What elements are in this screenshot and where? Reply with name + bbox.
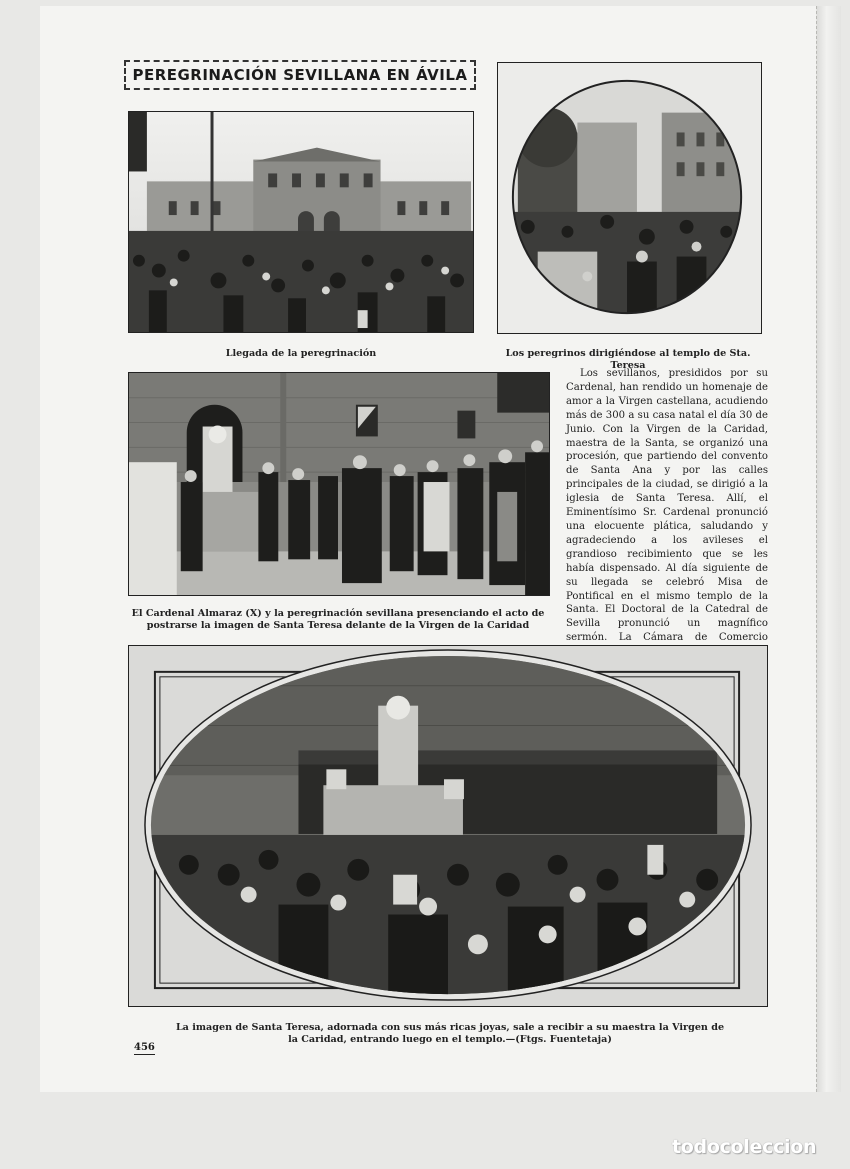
pilgrims-temple-photo xyxy=(497,62,762,334)
cardinal-photo xyxy=(128,372,550,596)
arrival-photo xyxy=(128,111,474,333)
santa-teresa-image-photo-caption: La imagen de Santa Teresa, adornada con sus más ricas joyas, sale a recibir a su maestra la Virgen de la Caridad, entrando luego en el templo.—(Ftgs. Fuentetaja) xyxy=(175,1022,725,1045)
article-paragraph: Los sevillanos, presididos por su Cardenal, han rendido un homenaje de amor a la Virgen castellana, acudiendo más de 300 a su casa natal el día 30 de Junio. Con la Virgen de la Caridad, maestra de la Santa, se organizó una procesión, que partiendo del convento de Santa Ana y por las calles principales de la ciudad, se dirigió a la iglesia de Santa Teresa. Allí, el Eminentísimo Sr. Cardenal pronunció una elocuente plática, saludando y agradeciendo a los avileses el grandioso recibimiento que se les había dispensado. Al día siguiente de su llegada se celebró Misa de Pontifical en el mismo templo de la Santa. El Doctoral de la Catedral de Sevilla pronunció un magnífico sermón. La Cámara de Comercio xyxy=(566,368,768,644)
page-fold xyxy=(816,6,841,1092)
page-number: 456 xyxy=(134,1042,155,1053)
page-title: PEREGRINACIÓN SEVILLANA EN ÁVILA xyxy=(124,60,476,90)
pilgrims-temple-photo-caption: Los peregrinos dirigiéndose al templo de Sta. Teresa xyxy=(505,348,751,371)
watermark-logo: todocoleccion xyxy=(672,1136,817,1158)
santa-teresa-image-photo xyxy=(128,645,768,1007)
arrival-photo-caption: Llegada de la peregrinación xyxy=(225,348,377,359)
cardinal-photo-caption: El Cardenal Almaraz (X) y la peregrinación sevillana presenciando el acto de postrarse la imagen de Santa Teresa delante de la Virgen de la Caridad xyxy=(131,608,545,631)
